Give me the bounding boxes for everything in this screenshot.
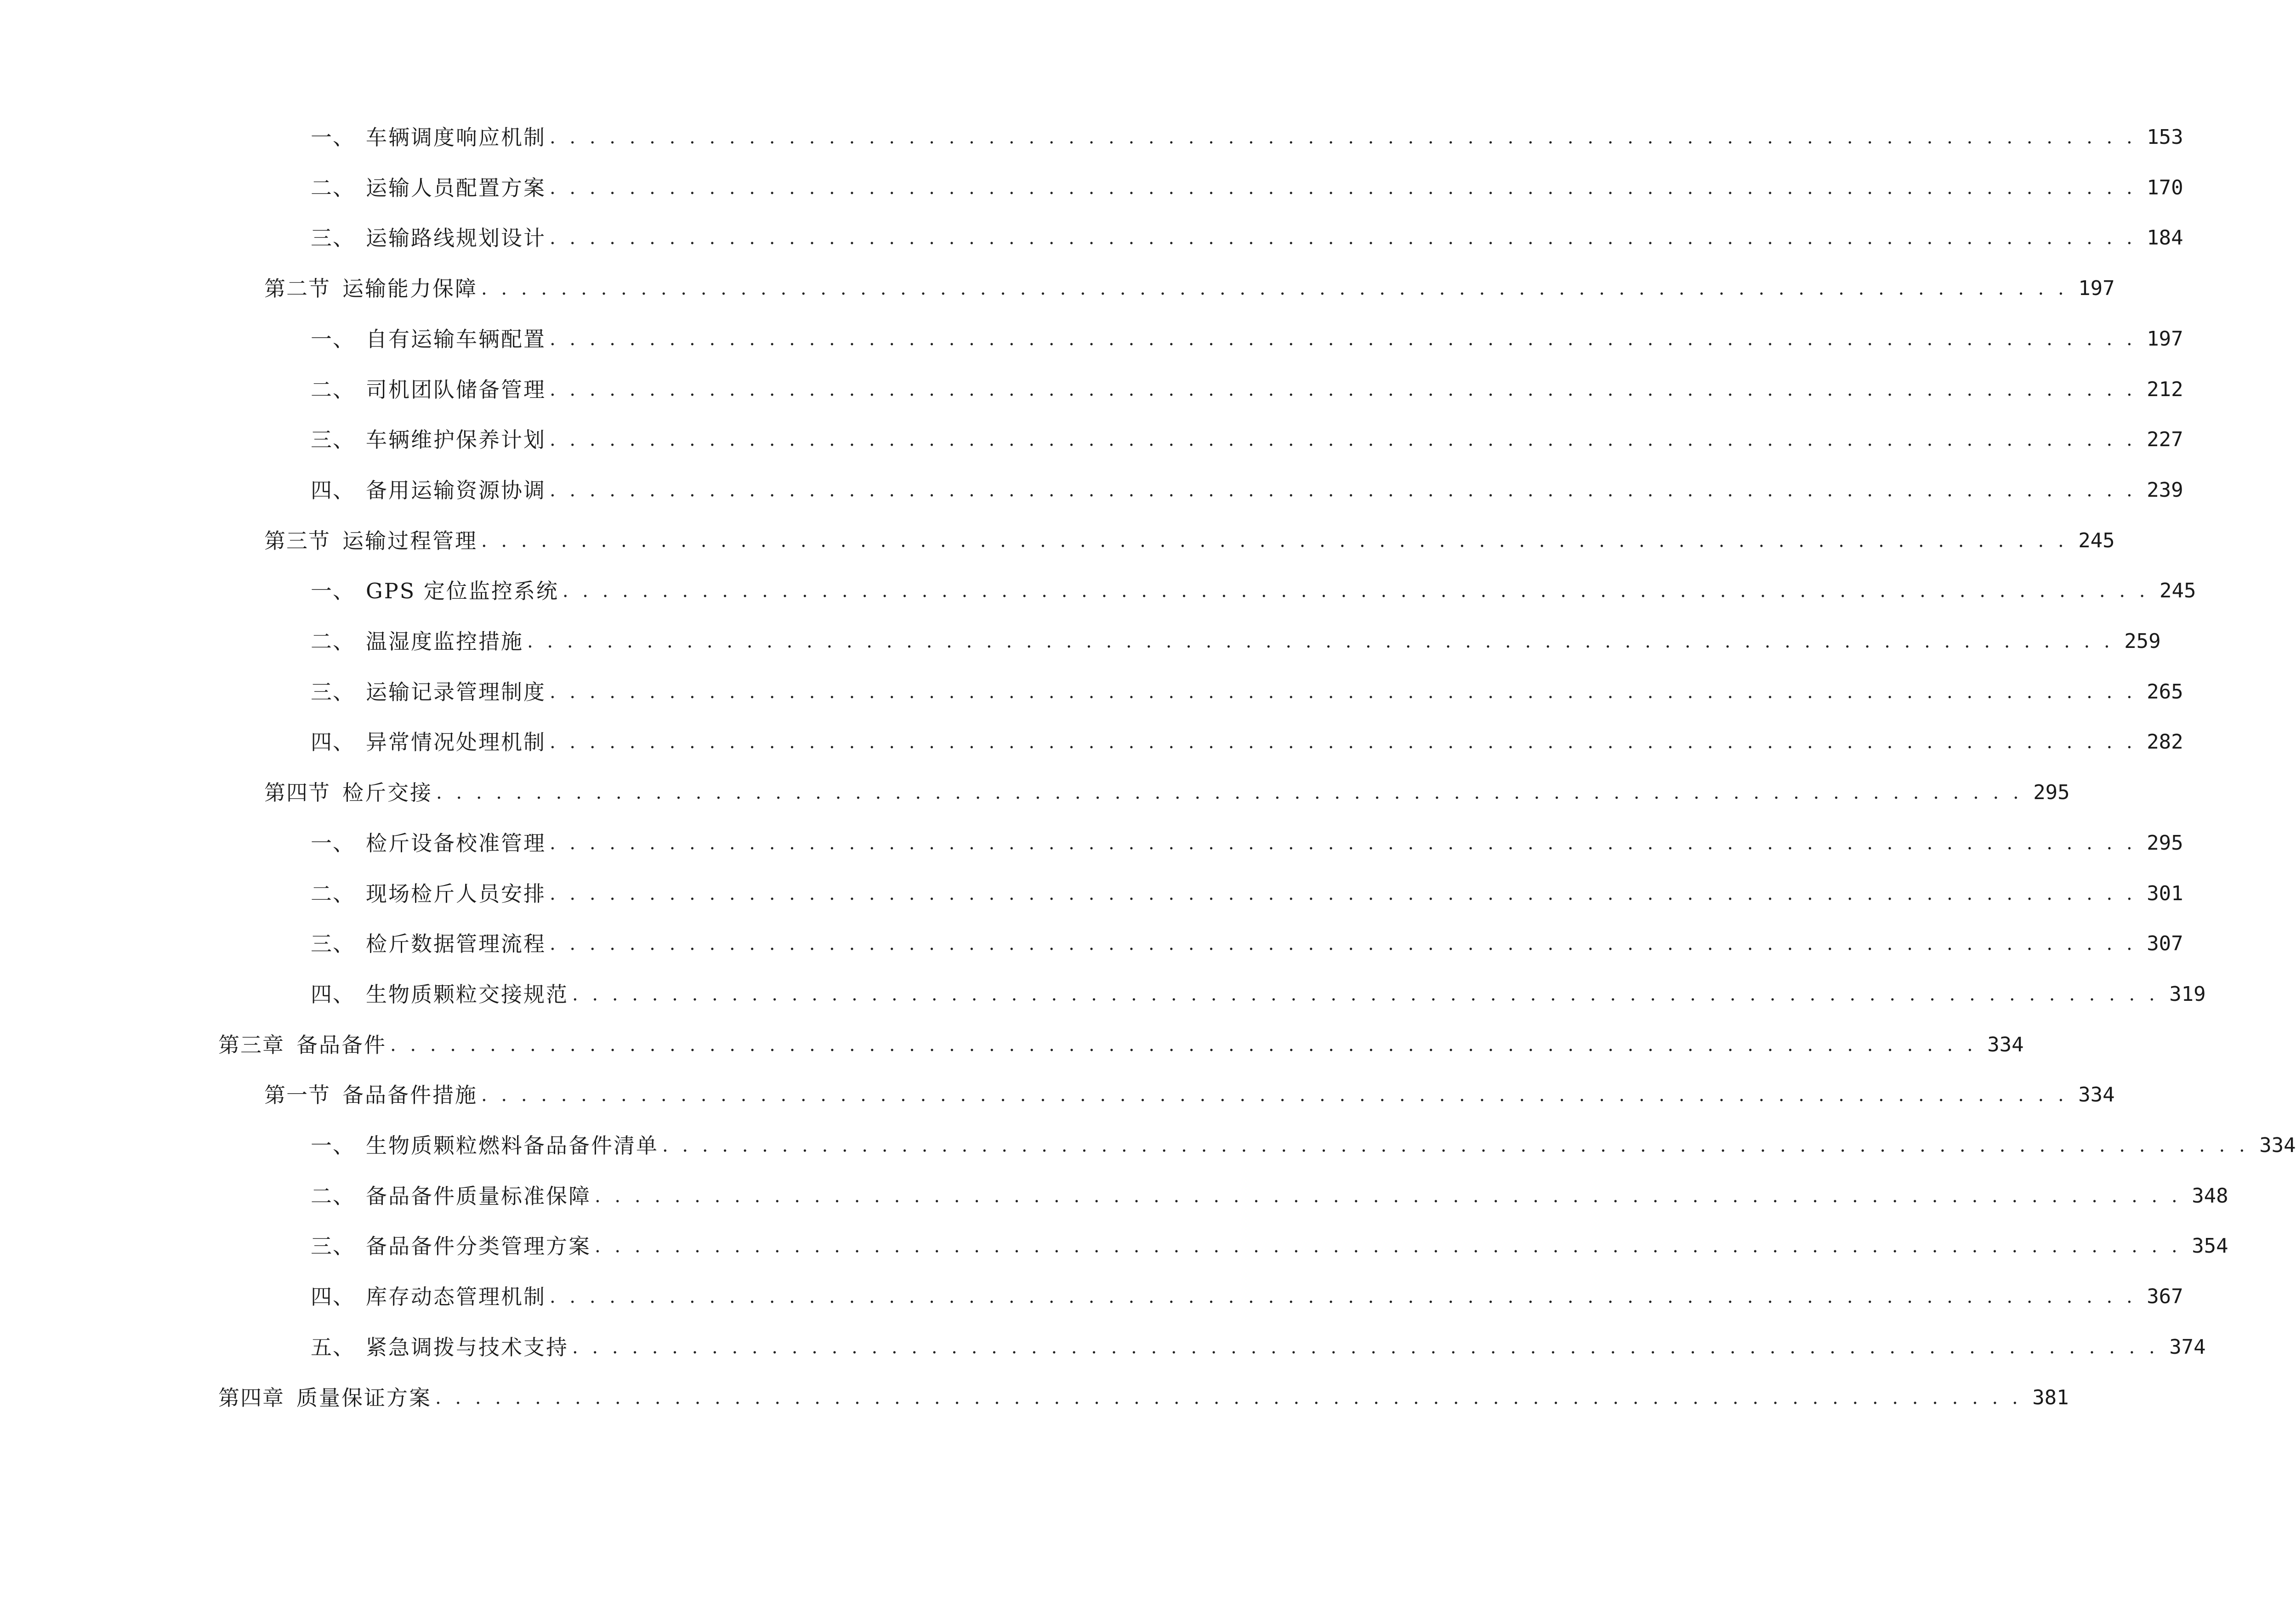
toc-page-number: 307 [2147, 932, 2183, 956]
toc-dot-leader: . . . . . . . . . . . . . . . . . . . . . . . . . . . . . . . . . . . . . . . . . . . . . . . . . . . . . . . . . . . . . . . . . . . . . . . . . . . . . . . . [550, 127, 2137, 148]
toc-dot-leader: . . . . . . . . . . . . . . . . . . . . . . . . . . . . . . . . . . . . . . . . . . . . . . . . . . . . . . . . . . . . . . . . . . . . . . . . . . . . . . . . [436, 782, 2023, 804]
toc-entry-title: 生物质颗粒交接规范 [366, 982, 568, 1007]
toc-entry-number: 五、 [311, 1334, 355, 1360]
toc-entry[interactable] [311, 474, 2183, 506]
toc-entry-title: 自有运输车辆配置 [366, 326, 546, 352]
toc-entry[interactable] [311, 1180, 2228, 1212]
toc-page-number: 295 [2033, 781, 2070, 805]
toc-entry[interactable] [311, 1130, 2296, 1162]
toc-entry-number: 一、 [311, 579, 355, 604]
toc-page-number: 184 [2147, 226, 2183, 250]
toc-entry-title: 紧急调拨与技术支持 [366, 1334, 568, 1360]
toc-entry[interactable] [311, 928, 2183, 960]
toc-dot-leader: . . . . . . . . . . . . . . . . . . . . . . . . . . . . . . . . . . . . . . . . . . . . . . . . . . . . . . . . . . . . . . . . . . . . . . . . . . . . . . . . [572, 983, 2159, 1005]
toc-dot-leader: . . . . . . . . . . . . . . . . . . . . . . . . . . . . . . . . . . . . . . . . . . . . . . . . . . . . . . . . . . . . . . . . . . . . . . . . . . . . . . . . [527, 631, 2114, 652]
toc-entry[interactable] [264, 272, 2115, 305]
toc-page-number: 295 [2147, 831, 2183, 855]
toc-page-number: 354 [2192, 1234, 2228, 1258]
toc-dot-leader: . . . . . . . . . . . . . . . . . . . . . . . . . . . . . . . . . . . . . . . . . . . . . . . . . . . . . . . . . . . . . . . . . . . . . . . . . . . . . . . . [550, 379, 2137, 400]
toc-entry[interactable] [311, 1230, 2228, 1262]
toc-entry-title: 车辆维护保养计划 [366, 427, 546, 453]
toc-entry-title: 运输过程管理 [342, 528, 477, 553]
toc-dot-leader: . . . . . . . . . . . . . . . . . . . . . . . . . . . . . . . . . . . . . . . . . . . . . . . . . . . . . . . . . . . . . . . . . . . . . . . . . . . . . . . . [550, 328, 2137, 350]
toc-entry[interactable] [311, 424, 2183, 456]
toc-page-number: 381 [2032, 1385, 2069, 1409]
toc-page-number: 282 [2147, 730, 2183, 754]
toc-page-number: 212 [2147, 377, 2183, 401]
toc-entry[interactable] [311, 575, 2196, 607]
toc-entry-title: 备品备件质量标准保障 [366, 1183, 591, 1209]
toc-entry-number: 三、 [311, 226, 355, 251]
toc-entry[interactable] [264, 525, 2115, 557]
toc-dot-leader: . . . . . . . . . . . . . . . . . . . . . . . . . . . . . . . . . . . . . . . . . . . . . . . . . . . . . . . . . . . . . . . . . . . . . . . . . . . . . . . . [550, 479, 2137, 501]
toc-page-number: 265 [2147, 680, 2183, 704]
toc-dot-leader: . . . . . . . . . . . . . . . . . . . . . . . . . . . . . . . . . . . . . . . . . . . . . . . . . . . . . . . . . . . . . . . . . . . . . . . . . . . . . . . . [550, 933, 2137, 955]
toc-page-number: 334 [2259, 1134, 2296, 1157]
toc-entry-number: 四、 [311, 477, 355, 503]
toc-dot-leader: . . . . . . . . . . . . . . . . . . . . . . . . . . . . . . . . . . . . . . . . . . . . . . . . . . . . . . . . . . . . . . . . . . . . . . . . . . . . . . . . [550, 429, 2137, 451]
toc-entry-number: 三、 [311, 427, 355, 453]
toc-entry-title: 异常情况处理机制 [366, 730, 546, 755]
toc-entry-title: 备品备件 [296, 1032, 386, 1057]
toc-entry-title: 质量保证方案 [296, 1385, 432, 1410]
toc-entry-title: 检斤数据管理流程 [366, 931, 546, 957]
toc-entry-title: 备用运输资源协调 [366, 477, 546, 503]
toc-dot-leader: . . . . . . . . . . . . . . . . . . . . . . . . . . . . . . . . . . . . . . . . . . . . . . . . . . . . . . . . . . . . . . . . . . . . . . . . . . . . . . . . [662, 1135, 2249, 1156]
toc-dot-leader: . . . . . . . . . . . . . . . . . . . . . . . . . . . . . . . . . . . . . . . . . . . . . . . . . . . . . . . . . . . . . . . . . . . . . . . . . . . . . . . . [572, 1336, 2159, 1358]
toc-entry-number: 四、 [311, 1284, 355, 1310]
toc-dot-leader: . . . . . . . . . . . . . . . . . . . . . . . . . . . . . . . . . . . . . . . . . . . . . . . . . . . . . . . . . . . . . . . . . . . . . . . . . . . . . . . . [550, 883, 2137, 904]
toc-dot-leader: . . . . . . . . . . . . . . . . . . . . . . . . . . . . . . . . . . . . . . . . . . . . . . . . . . . . . . . . . . . . . . . . . . . . . . . . . . . . . . . . [481, 278, 2068, 300]
toc-entry-title: 检斤交接 [342, 780, 432, 806]
toc-entry-number: 第四章 [218, 1385, 284, 1410]
toc-dot-leader: . . . . . . . . . . . . . . . . . . . . . . . . . . . . . . . . . . . . . . . . . . . . . . . . . . . . . . . . . . . . . . . . . . . . . . . . . . . . . . . . [481, 530, 2068, 551]
toc-entry-number: 一、 [311, 125, 355, 150]
toc-entry[interactable] [311, 827, 2183, 859]
toc-entry-title: 车辆调度响应机制 [366, 125, 546, 150]
toc-entry[interactable] [311, 878, 2183, 910]
toc-entry-title: 备品备件措施 [342, 1083, 477, 1108]
toc-entry-number: 二、 [311, 377, 355, 402]
toc-entry-title: 检斤设备校准管理 [366, 830, 546, 856]
toc-entry[interactable] [311, 374, 2183, 406]
toc-entry-number: 一、 [311, 1133, 355, 1158]
toc-entry-number: 四、 [311, 730, 355, 755]
toc-entry-number: 第四节 [264, 780, 330, 806]
toc-dot-leader: . . . . . . . . . . . . . . . . . . . . . . . . . . . . . . . . . . . . . . . . . . . . . . . . . . . . . . . . . . . . . . . . . . . . . . . . . . . . . . . . [481, 1084, 2068, 1106]
toc-dot-leader: . . . . . . . . . . . . . . . . . . . . . . . . . . . . . . . . . . . . . . . . . . . . . . . . . . . . . . . . . . . . . . . . . . . . . . . . . . . . . . . . [435, 1387, 2022, 1408]
toc-entry-title: 库存动态管理机制 [366, 1284, 546, 1310]
toc-page-number: 374 [2169, 1335, 2206, 1359]
toc-dot-leader: . . . . . . . . . . . . . . . . . . . . . . . . . . . . . . . . . . . . . . . . . . . . . . . . . . . . . . . . . . . . . . . . . . . . . . . . . . . . . . . . [550, 227, 2137, 249]
toc-entry[interactable] [264, 1079, 2115, 1111]
toc-entry[interactable] [311, 726, 2183, 758]
toc-entry[interactable] [311, 121, 2183, 153]
toc-page-number: 348 [2192, 1184, 2228, 1208]
toc-entry-number: 二、 [311, 881, 355, 906]
toc-entry-number: 二、 [311, 1183, 355, 1209]
toc-entry-number: 二、 [311, 629, 355, 654]
toc-entry[interactable] [218, 1382, 2069, 1414]
toc-entry-title: 运输记录管理制度 [366, 679, 546, 704]
toc-entry-title: 生物质颗粒燃料备品备件清单 [366, 1133, 659, 1158]
toc-entry-number: 一、 [311, 830, 355, 856]
toc-entry-number: 三、 [311, 931, 355, 957]
toc-entry[interactable] [311, 625, 2161, 658]
toc-page-number: 334 [1987, 1033, 2024, 1056]
toc-entry-title: GPS 定位监控系统 [366, 579, 559, 604]
toc-dot-leader: . . . . . . . . . . . . . . . . . . . . . . . . . . . . . . . . . . . . . . . . . . . . . . . . . . . . . . . . . . . . . . . . . . . . . . . . . . . . . . . . [550, 681, 2137, 703]
toc-entry-number: 第三节 [264, 528, 330, 553]
toc-page-number: 245 [2160, 579, 2196, 603]
toc-page-number: 245 [2078, 528, 2115, 552]
toc-entry-title: 运输路线规划设计 [366, 226, 546, 251]
toc-entry-title: 备品备件分类管理方案 [366, 1234, 591, 1259]
toc-page-number: 334 [2078, 1083, 2115, 1107]
toc-dot-leader: . . . . . . . . . . . . . . . . . . . . . . . . . . . . . . . . . . . . . . . . . . . . . . . . . . . . . . . . . . . . . . . . . . . . . . . . . . . . . . . . [550, 1286, 2137, 1308]
toc-entry-title: 温湿度监控措施 [366, 629, 523, 654]
toc-dot-leader: . . . . . . . . . . . . . . . . . . . . . . . . . . . . . . . . . . . . . . . . . . . . . . . . . . . . . . . . . . . . . . . . . . . . . . . . . . . . . . . . [595, 1185, 2182, 1207]
toc-page-number: 153 [2147, 125, 2183, 149]
toc-page-number: 319 [2169, 982, 2206, 1006]
toc-page-number: 239 [2147, 478, 2183, 502]
toc-entry-number: 三、 [311, 1234, 355, 1259]
toc-dot-leader: . . . . . . . . . . . . . . . . . . . . . . . . . . . . . . . . . . . . . . . . . . . . . . . . . . . . . . . . . . . . . . . . . . . . . . . . . . . . . . . . [550, 732, 2137, 753]
toc-dot-leader: . . . . . . . . . . . . . . . . . . . . . . . . . . . . . . . . . . . . . . . . . . . . . . . . . . . . . . . . . . . . . . . . . . . . . . . . . . . . . . . . [390, 1034, 1977, 1056]
toc-page-number: 170 [2147, 176, 2183, 199]
toc-entry[interactable] [311, 323, 2183, 355]
toc-entry-title: 运输能力保障 [342, 276, 477, 301]
toc-page-number: 301 [2147, 881, 2183, 905]
toc-dot-leader: . . . . . . . . . . . . . . . . . . . . . . . . . . . . . . . . . . . . . . . . . . . . . . . . . . . . . . . . . . . . . . . . . . . . . . . . . . . . . . . . [550, 832, 2137, 854]
toc-entry-number: 四、 [311, 982, 355, 1007]
toc-entry[interactable] [311, 172, 2183, 204]
toc-entry[interactable] [311, 1281, 2183, 1313]
toc-page-number: 259 [2124, 630, 2161, 653]
toc-entry-title: 运输人员配置方案 [366, 175, 546, 200]
toc-entry-title: 司机团队储备管理 [366, 377, 546, 402]
toc-page-number: 197 [2078, 277, 2115, 301]
toc-entry[interactable] [311, 978, 2206, 1010]
toc-entry-number: 一、 [311, 326, 355, 352]
toc-page-number: 227 [2147, 428, 2183, 452]
toc-entry-title: 现场检斤人员安排 [366, 881, 546, 906]
toc-page-number: 197 [2147, 327, 2183, 351]
toc-entry[interactable] [218, 1029, 2024, 1061]
toc-entry[interactable] [311, 1331, 2206, 1363]
toc-entry[interactable] [264, 777, 2070, 809]
toc-page-number: 367 [2147, 1285, 2183, 1309]
toc-entry-number: 二、 [311, 175, 355, 200]
toc-entry-number: 三、 [311, 679, 355, 704]
toc-dot-leader: . . . . . . . . . . . . . . . . . . . . . . . . . . . . . . . . . . . . . . . . . . . . . . . . . . . . . . . . . . . . . . . . . . . . . . . . . . . . . . . . [550, 177, 2137, 199]
toc-entry[interactable] [311, 222, 2183, 254]
toc-entry[interactable] [311, 676, 2183, 708]
toc-entry-number: 第二节 [264, 276, 330, 301]
toc-entry-number: 第三章 [218, 1032, 284, 1057]
toc-entry-number: 第一节 [264, 1083, 330, 1108]
toc-dot-leader: . . . . . . . . . . . . . . . . . . . . . . . . . . . . . . . . . . . . . . . . . . . . . . . . . . . . . . . . . . . . . . . . . . . . . . . . . . . . . . . . [562, 580, 2149, 602]
toc-dot-leader: . . . . . . . . . . . . . . . . . . . . . . . . . . . . . . . . . . . . . . . . . . . . . . . . . . . . . . . . . . . . . . . . . . . . . . . . . . . . . . . . [595, 1236, 2182, 1257]
